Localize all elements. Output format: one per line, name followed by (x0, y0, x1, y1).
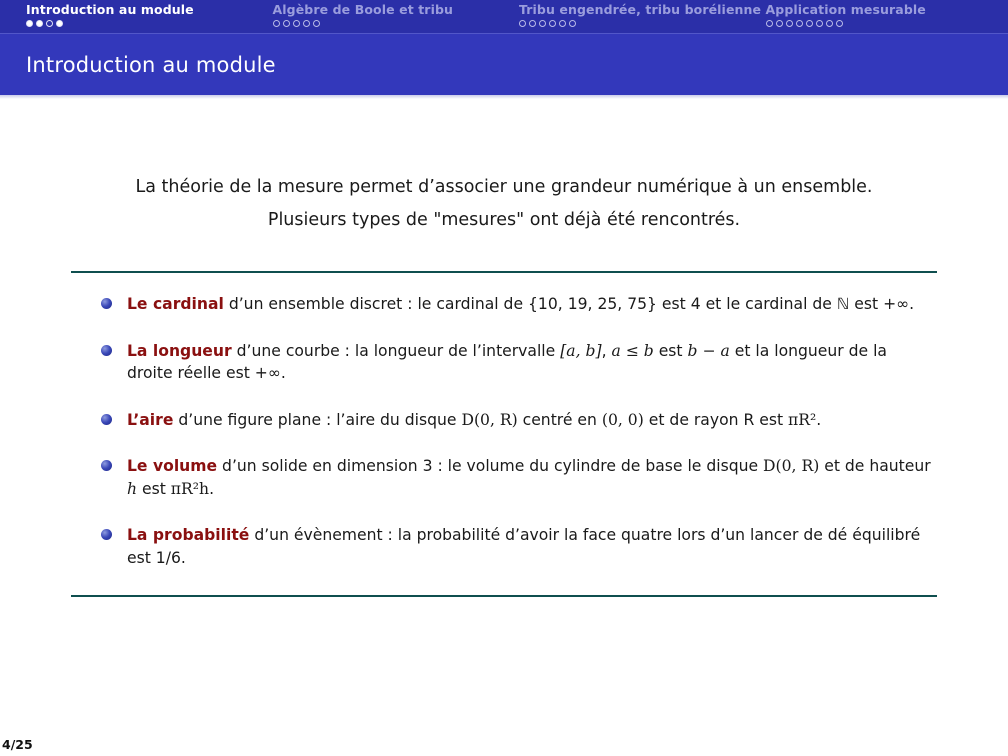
item-math: {10, 19, 25, 75} (528, 295, 657, 313)
nav-dot[interactable] (56, 20, 63, 27)
item-text: est (849, 295, 884, 313)
item-text: d’une courbe : la longueur de l’intervalle (231, 341, 561, 360)
list-item (71, 409, 937, 432)
nav-dot[interactable] (549, 20, 556, 27)
nav-dot[interactable] (826, 20, 833, 27)
nav-section-label: Application mesurable (765, 2, 926, 17)
item-text: et de hauteur (819, 457, 931, 475)
navigation-bar (0, 0, 1008, 33)
nav-progress-dots (26, 20, 269, 27)
nav-section-label: Tribu engendrée, tribu borélienne (519, 2, 762, 17)
bullet-icon (101, 345, 112, 356)
nav-dot[interactable] (539, 20, 546, 27)
page-title: Introduction au module (26, 52, 276, 77)
item-text: . (209, 479, 215, 498)
nav-progress-dots (273, 20, 516, 27)
nav-dot[interactable] (816, 20, 823, 27)
measure-examples-list (71, 293, 937, 569)
intro-paragraph: La théorie de la mesure permet d’associer une grandeur numérique à un ensemble. Plusieurs types de "mesures" ont déjà été rencontrés. (135, 177, 873, 230)
nav-dot[interactable] (26, 20, 33, 27)
nav-dot[interactable] (313, 20, 320, 27)
nav-section-application-mesurable[interactable] (762, 0, 1008, 27)
bullet-icon (101, 414, 112, 425)
item-text: d’un solide en dimension 3 : le volume du cylindre de base le disque (217, 457, 764, 475)
item-math: +∞ (254, 364, 281, 382)
nav-dot[interactable] (766, 20, 773, 27)
nav-section-label: Introduction au module (26, 2, 194, 17)
item-math: ℕ (836, 295, 850, 313)
item-math: πR² (788, 410, 817, 429)
item-keyword: Le cardinal (127, 295, 224, 313)
item-text: . (816, 410, 822, 429)
bullet-icon (101, 460, 112, 471)
item-text: et de rayon R est (643, 410, 789, 429)
list-item (71, 340, 937, 385)
page-number: 4/25 (2, 737, 33, 752)
nav-dot[interactable] (776, 20, 783, 27)
nav-dot[interactable] (36, 20, 43, 27)
nav-dot[interactable] (519, 20, 526, 27)
item-keyword: Le volume (127, 457, 218, 475)
nav-dot[interactable] (273, 20, 280, 27)
nav-dot[interactable] (529, 20, 536, 27)
nav-dot[interactable] (303, 20, 310, 27)
list-item (71, 293, 937, 316)
item-math: h (127, 479, 138, 498)
nav-dot[interactable] (569, 20, 576, 27)
item-text: centré en (517, 410, 602, 429)
nav-section-label: Algèbre de Boole et tribu (272, 2, 453, 17)
nav-section-algebre-de-boole-et-tribu[interactable] (269, 0, 516, 27)
item-text: est (137, 479, 171, 498)
item-math: D(0, R) (763, 457, 820, 475)
item-text: est 4 et le cardinal de (656, 295, 837, 313)
nav-dot[interactable] (806, 20, 813, 27)
nav-dot[interactable] (46, 20, 53, 27)
item-math: +∞ (883, 295, 910, 313)
nav-section-introduction[interactable] (0, 0, 269, 27)
item-math: D(0, R) (461, 410, 518, 429)
divider-top (71, 271, 937, 273)
nav-section-tribu-engendree-tribu-borelienne[interactable] (515, 0, 762, 27)
item-text: d’un ensemble discret : le cardinal de (223, 295, 529, 313)
item-keyword: La probabilité (127, 526, 250, 544)
nav-progress-dots (766, 20, 1008, 27)
item-math: πR²h (170, 479, 210, 498)
item-text: . (280, 364, 286, 382)
item-math: b − a (687, 341, 730, 360)
list-item (71, 455, 937, 500)
title-bar-shadow (0, 95, 1008, 99)
nav-dot[interactable] (283, 20, 290, 27)
list-item (71, 524, 937, 569)
nav-dot[interactable] (786, 20, 793, 27)
item-text: d’une figure plane : l’aire du disque (173, 410, 462, 429)
item-math: (0, 0) (601, 410, 644, 429)
bullet-icon (101, 529, 112, 540)
item-text: d’un évènement : la probabilité d’avoir la face quatre lors d’un lancer de dé équilibré est 1/6. (127, 526, 921, 567)
slide-content (0, 171, 1008, 597)
item-text: . (909, 295, 915, 313)
slide-footer (0, 737, 1008, 752)
item-math: a ≤ b (611, 341, 654, 360)
nav-progress-dots (519, 20, 762, 27)
nav-dot[interactable] (836, 20, 843, 27)
item-text: et la longueur de la droite réelle est (127, 341, 887, 382)
nav-dot[interactable] (796, 20, 803, 27)
divider-bottom (71, 595, 937, 597)
nav-dot[interactable] (559, 20, 566, 27)
item-keyword: L’aire (127, 410, 174, 429)
nav-dot[interactable] (293, 20, 300, 27)
bullet-icon (101, 298, 112, 309)
item-text: , (601, 341, 612, 360)
item-keyword: La longueur (127, 341, 232, 360)
frame-title-bar (0, 33, 1008, 95)
item-math: [a, b] (560, 341, 602, 360)
item-text: est (653, 341, 688, 360)
